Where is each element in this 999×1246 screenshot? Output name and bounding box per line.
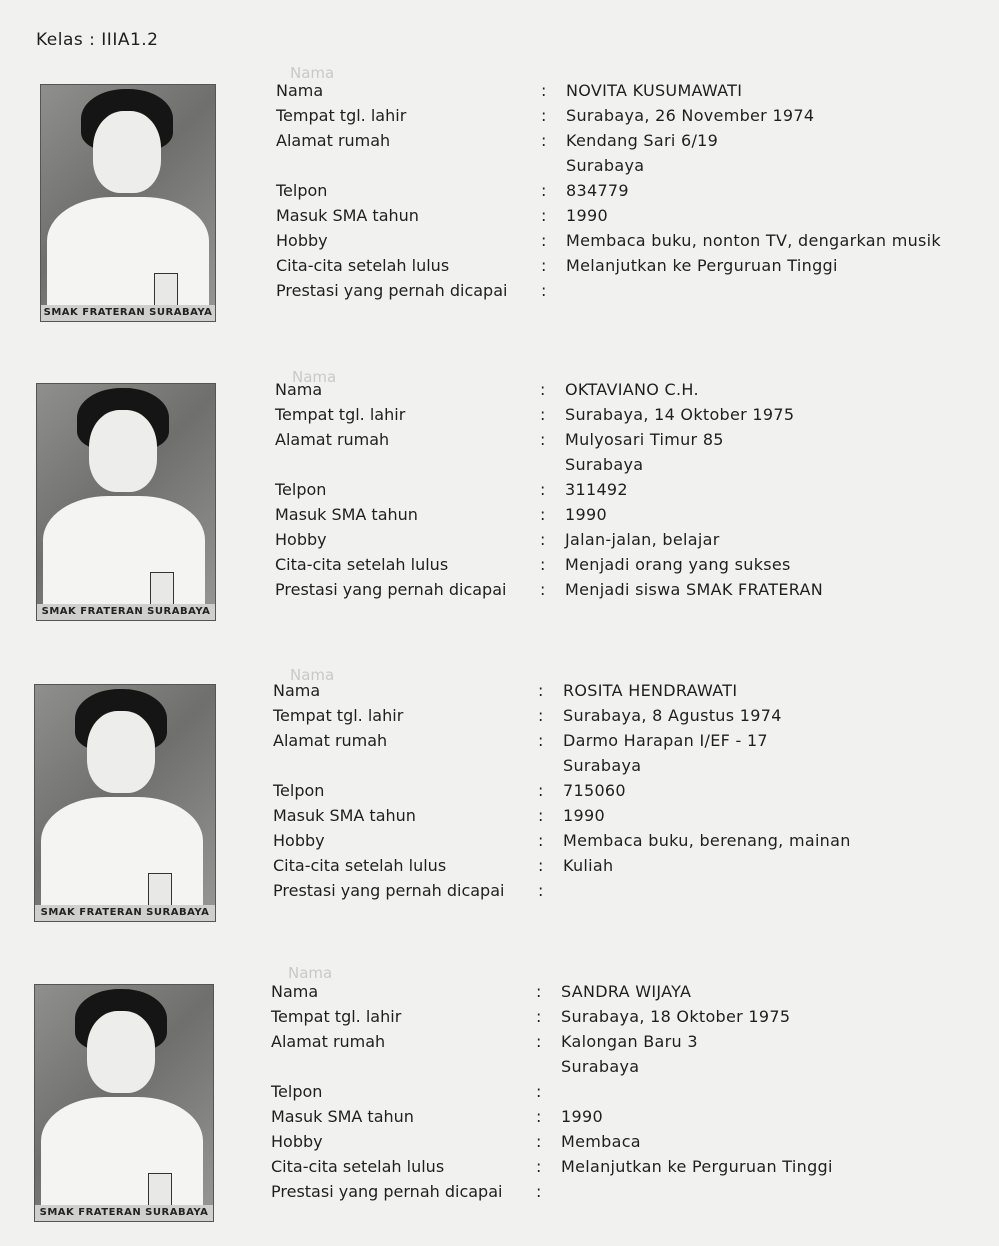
badge-icon (154, 273, 178, 309)
student-name: ROSITA HENDRAWATI (563, 681, 738, 700)
show-through-text: Nama (290, 64, 335, 82)
student-entry: SMAK FRATERAN SURABAYA Nama : ROSITA HENDRAWATI Tempat tgl. lahir : Surabaya, 8 Agustus 1974 Alamat rumah : Darmo Harapan I/EF - 17 Surabaya Telpon : 715060 Masuk SMA tahun : 1990 Hobby : Membaca buku, berenang, mainan Cita-cita setelah lulus : Kuliah Prestasi yang pernah dicapai : (0, 684, 999, 944)
badge-icon (148, 1173, 172, 1209)
student-name: SANDRA WIJAYA (561, 982, 692, 1001)
student-photo (40, 84, 216, 322)
badge-icon (148, 873, 172, 909)
student-photo (36, 383, 216, 621)
photo-caption: SMAK FRATERAN SURABAYA (35, 905, 215, 921)
student-entry: SMAK FRATERAN SURABAYA Nama : SANDRA WIJAYA Tempat tgl. lahir : Surabaya, 18 Oktober 1975 Alamat rumah : Kalongan Baru 3 Surabaya Telpon : Masuk SMA tahun : 1990 Hobby : Membaca Cita-cita setelah lulus : Melanjutkan ke Perguruan Tinggi Prestasi yang pernah dicapai : (0, 984, 999, 1244)
show-through-text: Nama (292, 368, 337, 386)
badge-icon (150, 572, 174, 608)
student-name: OKTAVIANO C.H. (565, 380, 699, 399)
student-photo (34, 984, 214, 1222)
photo-caption: SMAK FRATERAN SURABAYA (41, 305, 215, 321)
class-value: IIIA1.2 (101, 30, 159, 50)
show-through-text: Nama (290, 666, 335, 684)
class-label: Kelas : (36, 30, 96, 50)
student-entry: SMAK FRATERAN SURABAYA Nama : NOVITA KUSUMAWATI Tempat tgl. lahir : Surabaya, 26 November 1974 Alamat rumah : Kendang Sari 6/19 Surabaya Telpon : 834779 Masuk SMA tahun : 1990 Hobby : Membaca buku, nonton TV, dengarkan musik Cita-cita setelah lulus : Melanjutkan ke Perguruan Tinggi Prestasi yang pernah dicapai : (0, 84, 999, 344)
student-name: NOVITA KUSUMAWATI (566, 81, 743, 100)
student-entry: SMAK FRATERAN SURABAYA Nama : OKTAVIANO C.H. Tempat tgl. lahir : Surabaya, 14 Oktober 1975 Alamat rumah : Mulyosari Timur 85 Surabaya Telpon : 311492 Masuk SMA tahun : 1990 Hobby : Jalan-jalan, belajar Cita-cita setelah lulus : Menjadi orang yang sukses Prestasi yang pernah dicapai : Menjadi siswa SMAK FRATERAN (0, 383, 999, 643)
student-photo (34, 684, 216, 922)
photo-caption: SMAK FRATERAN SURABAYA (37, 604, 215, 620)
class-heading (36, 30, 159, 50)
photo-caption: SMAK FRATERAN SURABAYA (35, 1205, 213, 1221)
show-through-text: Nama (288, 964, 333, 982)
